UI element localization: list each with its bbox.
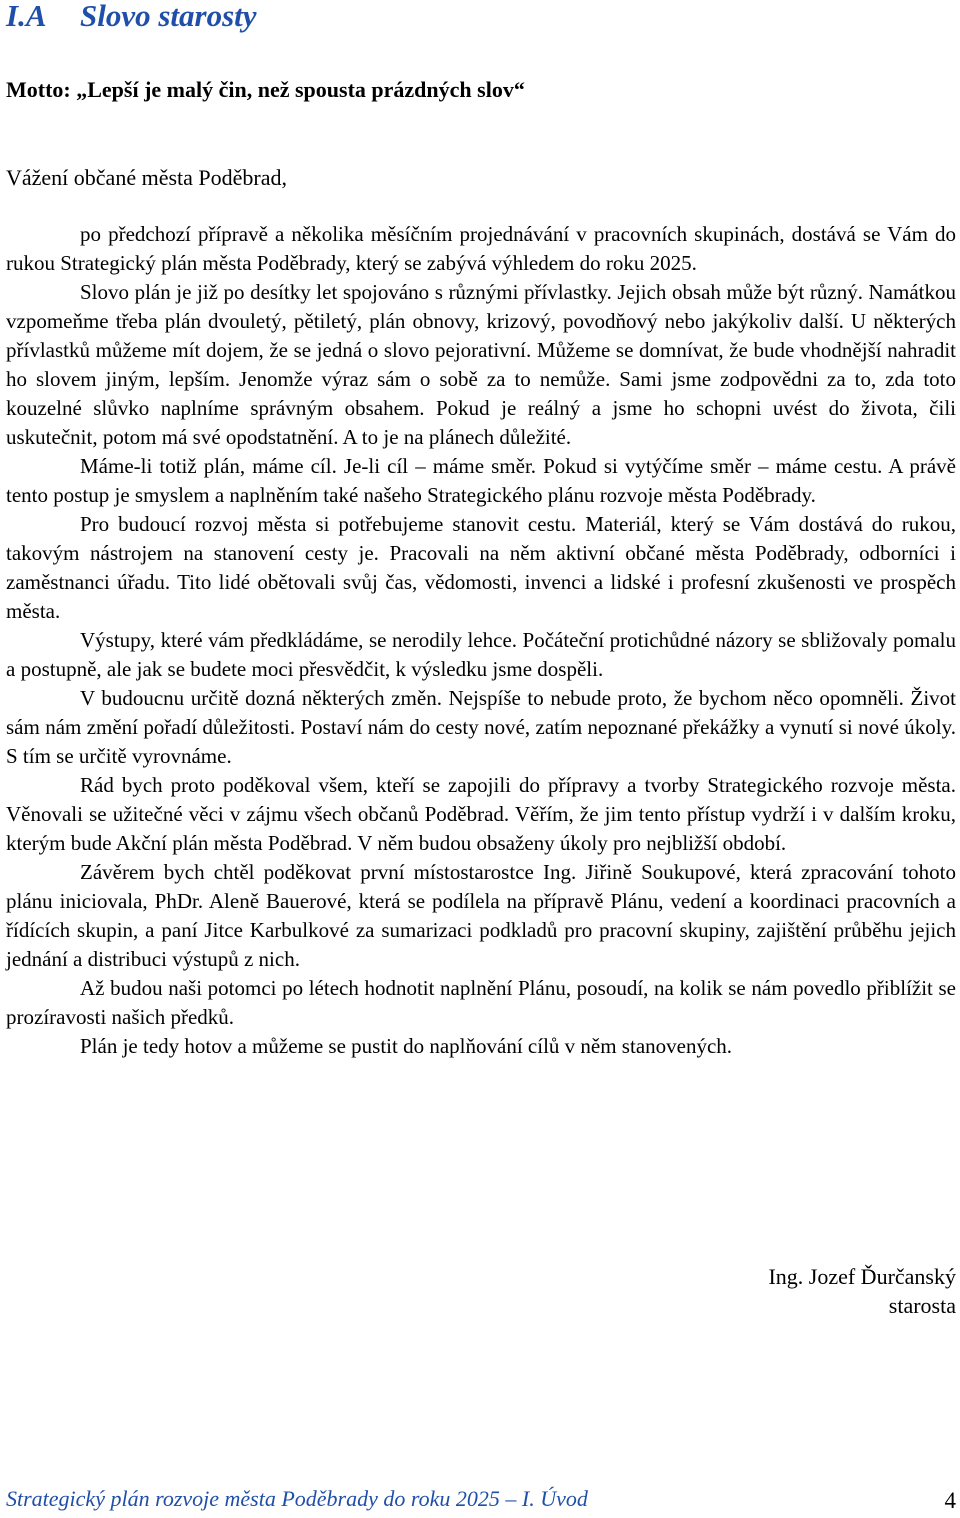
salutation: Vážení občané města Poděbrad,: [6, 165, 287, 190]
section-heading: [6, 0, 257, 36]
paragraph: Výstupy, které vám předkládáme, se nerodily lehce. Počáteční protichůdné názory se sbližovaly pomalu a postupně, ale jak se budete moci přesvědčit, k výsledku jsme dospěli.: [6, 628, 956, 681]
letter-body: [6, 220, 956, 1061]
paragraph: Máme-li totiž plán, máme cíl. Je-li cíl – máme směr. Pokud si vytýčíme směr – máme cestu. A právě tento postup je smyslem a naplněním také našeho Strategického plánu rozvoje města Poděbrady.: [6, 454, 956, 507]
signature-block: [768, 1262, 956, 1320]
page-number: 4: [944, 1488, 956, 1513]
paragraph: Rád bych proto poděkoval všem, kteří se zapojili do přípravy a tvorby Strategického rozvoje města. Věnovali se užitečné věci v zájmu všech občanů Poděbrad. Věřím, že jim tento přístup vydrží i v dalším kroku, kterým bude Akční plán města Poděbrad. V něm budou obsaženy úkoly pro nejbližší období.: [6, 773, 956, 855]
motto: Motto: „Lepší je malý čin, než spousta prázdných slov“: [6, 77, 525, 102]
footer-document-title: Strategický plán rozvoje města Poděbrady do roku 2025 – I. Úvod: [6, 1486, 588, 1511]
section-number: I.A: [6, 0, 47, 33]
signatory-role: starosta: [888, 1293, 956, 1318]
paragraph: Slovo plán je již po desítky let spojováno s různými přívlastky. Jejich obsah může být různý. Namátkou vzpomeňme třeba plán dvouletý, pětiletý, plán obnovy, krizový, povodňový nebo jakýkoliv další. U některých přívlastků můžeme mít dojem, že se jedná o slovo pejorativní. Můžeme se domnívat, že bude vhodnější nahradit ho slovem jiným, lepším. Jenomže výraz sám o sobě za to nemůže. Sami jsme zodpovědni za to, zda toto kouzelné slůvko naplníme správným obsahem. Pokud je reálný a jsme ho schopni uvést do života, čili uskutečnit, potom má své opodstatnění. A to je na plánech důležité.: [6, 280, 956, 449]
section-title: Slovo starosty: [80, 0, 257, 33]
paragraph: Pro budoucí rozvoj města si potřebujeme stanovit cestu. Materiál, který se Vám dostává do rukou, takovým nástrojem na stanovení cesty je. Pracovali na něm aktivní občané města Poděbrady, odborníci i zaměstnanci úřadu. Tito lidé obětovali svůj čas, vědomosti, invenci a lidské i profesní zkušenosti ve prospěch města.: [6, 512, 956, 623]
paragraph: Závěrem bych chtěl poděkovat první místostarostce Ing. Jiřině Soukupové, která zpracování tohoto plánu iniciovala, PhDr. Aleně Bauerové, která se podílela na přípravě Plánu, vedení a koordinaci pracovních a řídících skupin, a paní Jitce Karbulkové za sumarizaci podkladů pro pracovní skupiny, zajištění průběhu jejich jednání a distribuci výstupů z nich.: [6, 860, 956, 971]
signatory-name: Ing. Jozef Ďurčanský: [768, 1264, 956, 1289]
paragraph: po předchozí přípravě a několika měsíčním projednávání v pracovních skupinách, dostává se Vám do rukou Strategický plán města Poděbrady, který se zabývá výhledem do roku 2025.: [6, 222, 956, 275]
paragraph: Plán je tedy hotov a můžeme se pustit do naplňování cílů v něm stanovených.: [80, 1034, 733, 1058]
paragraph: V budoucnu určitě dozná některých změn. Nejspíše to nebude proto, že bychom něco opomněli. Život sám nám změní pořadí důležitosti. Postaví nám do cesty nové, zatím nepoznané překážky a vynutí si nové úkoly. S tím se určitě vyrovnáme.: [6, 686, 956, 768]
paragraph: Až budou naši potomci po létech hodnotit naplnění Plánu, posoudí, na kolik se nám povedlo přiblížit se prozíravosti našich předků.: [6, 976, 956, 1029]
